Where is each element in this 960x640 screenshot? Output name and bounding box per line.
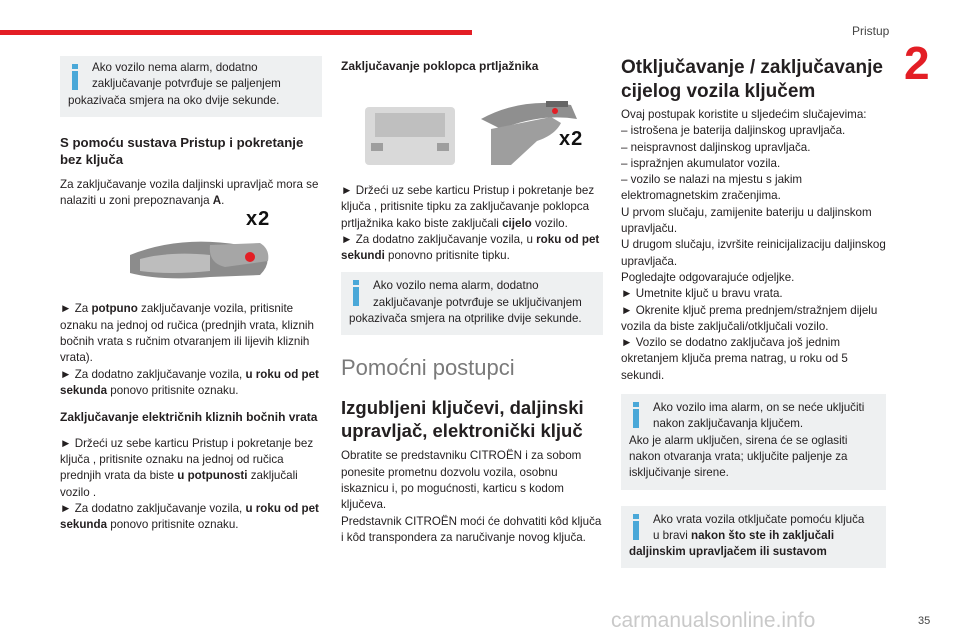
list-item: – istrošena je baterija daljinskog upravljača. <box>621 124 846 138</box>
column-1 <box>60 56 322 534</box>
heading-sliding-doors: Zaključavanje električnih kliznih bočnih vrata <box>60 410 318 425</box>
paragraph-reinit: U drugom slučaju, izvršite reinicijalizaciju daljinskog upravljača. <box>621 238 886 268</box>
info-text-line1: Ako vrata vozila otključate pomoću ključa <box>653 512 865 526</box>
paragraph-key-code: Predstavnik CITROËN moći će dohvatiti kôd ključa i kôd transpondera za naručivanje novog ključa. <box>341 514 602 544</box>
list-item: – neispravnost daljinskog upravljača. <box>621 140 811 154</box>
step-insert-key: ► Umetnite ključ u bravu vrata. <box>621 287 783 301</box>
step-full-lock: ► Za potpuno zaključavanje vozila, pritisnite oznaku na jednoj od ručica (prednjih vrata, kliznih bočnih vrata s ručnim otvaranjem ili lijevih kliznih vrata). <box>60 302 314 365</box>
info-box-indicators <box>341 272 603 335</box>
watermark: carmanualsonline.info <box>611 609 816 632</box>
heading-keyless: S pomoću sustava Pristup i pokretanje bez ključa <box>60 134 304 167</box>
illustration-tailgate <box>341 89 603 169</box>
step-sliding-lock: ► Držeći uz sebe karticu Pristup i pokretanje bez ključa , pritisnite oznaku na jednoj od ručica prednjih vrata da biste u potpunosti zaključali vozilo . <box>60 436 314 499</box>
info-box-alarm <box>60 56 322 117</box>
info-box-unlock-key <box>621 506 886 569</box>
step-extra-lock: ► Vozilo se dodatno zaključava još jednim okretanjem ključa prema natrag, u roku od 5 sekundi. <box>621 336 848 382</box>
info-icon <box>353 280 359 306</box>
info-text: daljinskim upravljačem ili sustavom <box>629 545 827 559</box>
info-text: Ako je alarm uključen, sirena će se oglasiti nakon otvaranja vrata; uključite paljenje za isključivanje sirene. <box>629 433 848 480</box>
info-text-line1: Ako vozilo ima alarm, on se neće uključiti <box>653 401 865 415</box>
door-handle-illustration <box>60 215 322 293</box>
step-sliding-extra: ► Za dodatno zaključavanje vozila, u roku od pet sekunda ponovo pritisnite oznaku. <box>60 501 319 532</box>
column-3 <box>621 56 886 568</box>
info-text-line1: Ako vozilo nema alarm, dodatno <box>92 61 258 74</box>
info-text-line2: u bravi nakon što ste ih zaključali <box>653 528 835 542</box>
header-accent-bar <box>0 30 472 35</box>
paragraph-battery: U prvom slučaju, zamijenite bateriju u daljinskom upravljaču. <box>621 205 872 236</box>
heading-lost-keys: Izgubljeni ključevi, daljinski upravljač, elektronički ključ <box>341 397 584 442</box>
info-box-alarm-key <box>621 394 886 489</box>
step-extra-lock: ► Za dodatno zaključavanje vozila, u roku od pet sekunda ponovo pritisnite oznaku. <box>60 367 319 397</box>
page-number: 35 <box>918 615 931 627</box>
paragraph-dealer: Obratite se predstavniku CITROËN i za sobom ponesite prometnu dozvolu vozila, osobnu iskaznicu i, po mogućnosti, karticu s kodom ključeva. <box>341 449 582 512</box>
info-icon <box>72 64 78 90</box>
section-title: Pristup <box>852 24 890 38</box>
illustration-door-handle <box>60 208 322 293</box>
list-item: – vozilo se nalazi na mjestu s jakim elektromagnetskim zračenjima. <box>621 173 803 203</box>
info-icon <box>633 514 639 540</box>
paragraph-zone: Za zaključavanje vozila daljinski upravljač mora se nalaziti u zoni prepoznavanja A. <box>60 177 319 208</box>
chapter-number: 2 <box>904 37 930 89</box>
column-2 <box>341 56 603 546</box>
heading-tailgate: Zaključavanje poklopca prtljažnika <box>341 59 539 73</box>
heading-key-lock: Otključavanje / zaključavanje cijelog vozila ključem <box>621 57 883 102</box>
heading-backup-procedures: Pomoćni postupci <box>341 355 515 381</box>
paragraph-intro: Ovaj postupak koristite u sljedećim slučajevima: <box>621 108 867 121</box>
info-text-line2: nakon zaključavanja ključem. <box>653 417 804 431</box>
info-text-line1: Ako vozilo nema alarm, dodatno <box>373 279 539 293</box>
paragraph-see-sections: Pogledajte odgovarajuće odjeljke. <box>621 270 795 284</box>
press-twice-label: x2 <box>246 208 271 231</box>
press-twice-label: x2 <box>559 128 584 150</box>
step-turn-key: ► Okrenite ključ prema prednjem/stražnjem dijelu vozila da biste zaključali/otključali vozilo. <box>621 303 878 333</box>
step-tailgate-lock: ► Držeći uz sebe karticu Pristup i pokretanje bez ključa , pritisnite tipku za zaključavanje poklopca prtljažnika kako biste zaključali cijelo vozilo. <box>341 184 595 230</box>
step-tailgate-extra: ► Za dodatno zaključavanje vozila, u roku od pet sekundi ponovno pritisnite tipku. <box>341 232 600 263</box>
list-item: – ispražnjen akumulator vozila. <box>621 156 781 170</box>
info-text: zaključavanje potvrđuje se paljenjem pokazivača smjera na oko dvije sekunde. <box>68 77 281 107</box>
info-icon <box>633 402 639 428</box>
info-text: zaključavanje potvrđuje se uključivanjem pokazivača smjera na otprilike dvije sekunde. <box>349 295 582 326</box>
